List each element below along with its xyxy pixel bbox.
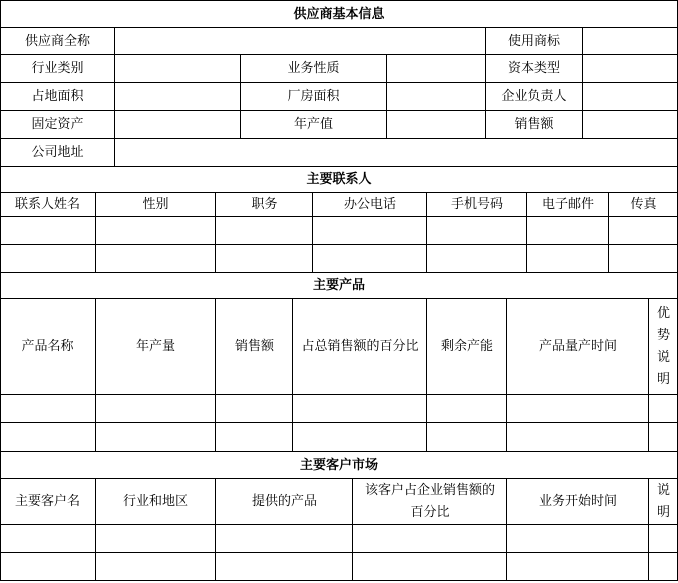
sales-value[interactable]: [583, 111, 678, 139]
contacts-header-office-phone: 办公电话: [343, 197, 396, 212]
label-annual-output: 年产值: [293, 117, 333, 132]
label-address: 公司地址: [31, 145, 84, 160]
products-title: 主要产品: [312, 278, 365, 293]
contacts-header-position: 职务: [251, 197, 278, 212]
label-full-name: 供应商全称: [24, 33, 90, 49]
note-char-1: 说: [656, 483, 670, 498]
col-contacts-5: [526, 192, 527, 273]
full-name-value[interactable]: [115, 28, 485, 55]
customers-header-sales-share: 该客户占企业销售额的百分比: [364, 483, 495, 520]
advantage-char-1: 优: [656, 306, 670, 321]
col-basic-d: [485, 27, 486, 139]
rule-contacts-4: [0, 272, 678, 273]
col-basic-c: [386, 54, 387, 139]
customers-title: 主要客户市场: [299, 457, 378, 473]
col-contacts-2: [215, 192, 216, 273]
products-header-advantage: [649, 299, 678, 395]
basic-info-title: 供应商基本信息: [293, 6, 385, 22]
col-contacts-6: [608, 192, 609, 273]
col-products-6: [648, 298, 649, 452]
rule-basic-3: [0, 82, 678, 83]
customers-header-products-supplied: 提供的产品: [251, 494, 317, 509]
col-products-5: [506, 298, 507, 452]
rule-basic-5: [0, 138, 678, 139]
col-customers-1: [95, 478, 96, 581]
label-person-in-charge: 企业负责人: [501, 89, 567, 104]
rule-products-1: [0, 298, 678, 299]
contacts-header-gender: 性别: [142, 197, 169, 212]
rule-bottom: [0, 580, 678, 581]
col-products-1: [95, 298, 96, 452]
col-basic-label: [114, 27, 115, 167]
rule-basic-1: [0, 27, 678, 28]
label-plant-area: 厂房面积: [287, 89, 340, 104]
col-customers-3: [352, 478, 353, 581]
rule-basic-2: [0, 54, 678, 55]
rule-customers-3: [0, 552, 678, 553]
contacts-header-fax: 传真: [630, 197, 657, 212]
rule-products-2: [0, 394, 678, 395]
fixed-assets-value[interactable]: [115, 111, 240, 139]
advantage-char-3: 说: [656, 350, 670, 365]
col-basic-b: [240, 54, 241, 139]
trademark-value[interactable]: [583, 28, 678, 55]
products-header-sales-percentage: 占总销售额的百分比: [301, 339, 419, 354]
label-land-area: 占地面积: [31, 89, 84, 104]
rule-contacts-2: [0, 216, 678, 217]
col-products-3: [292, 298, 293, 452]
customers-header-name: 主要客户名: [14, 494, 80, 509]
customers-header-start-time: 业务开始时间: [538, 494, 617, 509]
label-trademark: 使用商标: [507, 33, 560, 49]
products-header-mass-production-time: 产品量产时间: [538, 339, 617, 354]
products-header-sales: 销售额: [234, 339, 274, 354]
address-value[interactable]: [115, 139, 678, 167]
note-char-2: 明: [656, 505, 670, 520]
contacts-title: 主要联系人: [306, 172, 372, 187]
col-products-2: [215, 298, 216, 452]
products-header-spare-capacity: 剩余产能: [440, 339, 493, 354]
annual-output-value[interactable]: [387, 111, 485, 139]
col-products-4: [426, 298, 427, 452]
col-contacts-4: [426, 192, 427, 273]
rule-basic-4: [0, 110, 678, 111]
customers-header-note: [649, 479, 678, 525]
rule-contacts-1: [0, 192, 678, 193]
col-contacts-3: [312, 192, 313, 273]
rule-top: [0, 0, 678, 1]
contacts-header-mobile: 手机号码: [450, 197, 503, 212]
col-customers-5: [648, 478, 649, 581]
rule-customers-1: [0, 478, 678, 479]
products-header-name: 产品名称: [21, 339, 74, 354]
advantage-char-2: 势: [656, 328, 670, 343]
person-in-charge-value[interactable]: [583, 83, 678, 111]
col-customers-2: [215, 478, 216, 581]
col-contacts-1: [95, 192, 96, 273]
rule-contacts-3: [0, 244, 678, 245]
label-fixed-assets: 固定资产: [31, 117, 84, 132]
plant-area-value[interactable]: [387, 83, 485, 111]
label-capital-type: 资本类型: [507, 61, 560, 76]
capital-type-value[interactable]: [583, 55, 678, 83]
advantage-char-4: 明: [656, 372, 670, 387]
business-nature-value[interactable]: [387, 55, 485, 83]
contacts-header-name: 联系人姓名: [14, 197, 80, 212]
rule-products-4: [0, 451, 678, 452]
rule-basic-6: [0, 166, 678, 167]
contacts-header-email: 电子邮件: [541, 197, 594, 212]
col-basic-e: [582, 27, 583, 139]
label-industry: 行业类别: [31, 61, 84, 76]
label-sales: 销售额: [514, 117, 554, 132]
col-customers-4: [506, 478, 507, 581]
products-header-annual-output: 年产量: [135, 339, 175, 354]
rule-left: [0, 0, 1, 581]
customers-header-industry-region: 行业和地区: [122, 494, 188, 509]
label-business-nature: 业务性质: [287, 61, 340, 76]
rule-products-3: [0, 422, 678, 423]
rule-customers-2: [0, 524, 678, 525]
industry-value[interactable]: [115, 55, 240, 83]
land-area-value[interactable]: [115, 83, 240, 111]
